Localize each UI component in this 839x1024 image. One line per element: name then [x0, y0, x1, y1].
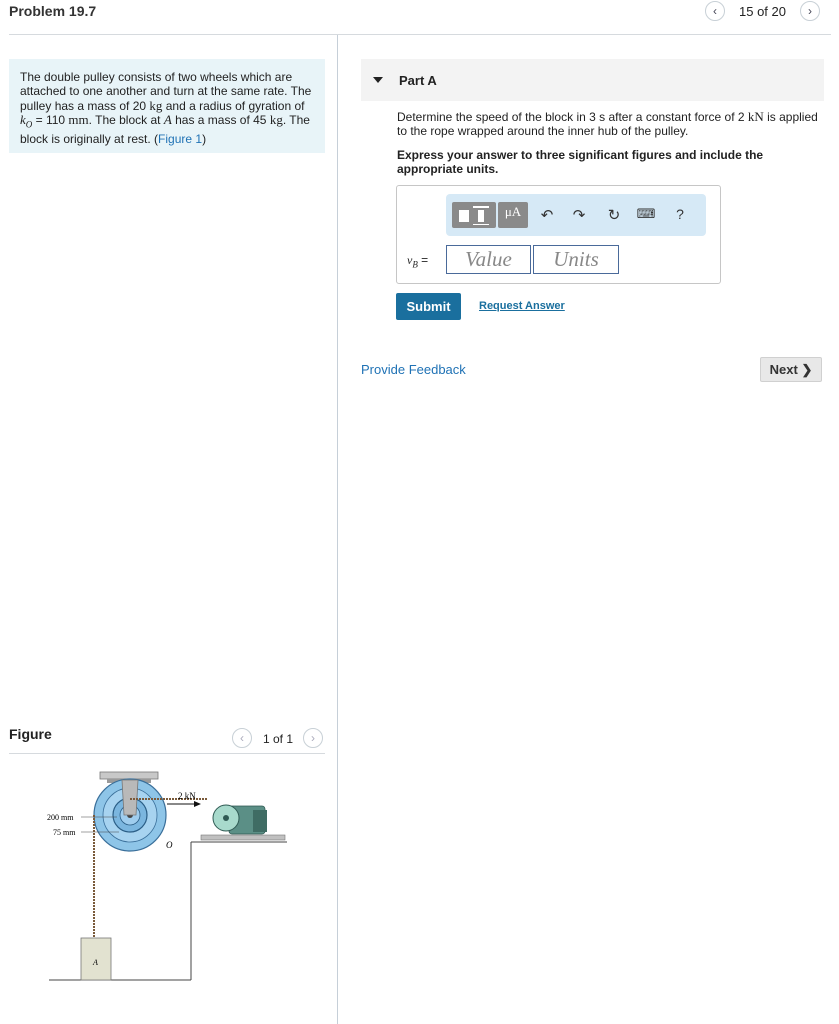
problem-title: Problem 19.7 — [9, 3, 97, 19]
outer-dimension-label: 200 mm — [47, 813, 74, 822]
motor-axle — [223, 815, 229, 821]
fraction-template-icon — [452, 202, 496, 228]
chevron-right-icon: › — [311, 731, 315, 745]
figure-divider — [9, 753, 325, 754]
undo-icon[interactable]: ↶ — [540, 207, 554, 224]
next-button[interactable]: Next ❯ — [760, 357, 822, 382]
prev-figure-button[interactable] — [232, 728, 252, 748]
templates-button[interactable] — [452, 202, 496, 228]
motor-base — [201, 835, 285, 840]
problem-counter: 15 of 20 — [739, 4, 786, 19]
problem-statement: The double pulley consists of two wheels which are attached to one another and turn at the same rate. The pulley has a mass of 20 kg and a radius of gyration of $k_O = 110$ mm. The block at A has a mass of 45 kg. The block is originally at rest. (Figure 1) — [9, 59, 325, 153]
units-input[interactable]: Units — [533, 245, 619, 274]
reset-icon[interactable]: ↻ — [607, 207, 621, 224]
pulley-figure — [9, 760, 329, 1000]
part-label: Part A — [399, 73, 437, 88]
question-text: Determine the speed of the block in 3 s after a constant force of 2 kN is applied to the rope wrapped around the inner hub of the pulley. — [397, 109, 818, 138]
center-label: O — [166, 840, 173, 850]
submit-button[interactable]: Submit — [396, 293, 461, 320]
ceiling-plate — [100, 772, 158, 779]
inner-dimension-label: 75 mm — [53, 828, 76, 837]
request-answer-link[interactable]: Request Answer — [479, 300, 565, 312]
instruction-text: Express your answer to three significant figures and include the appropriate units. — [397, 148, 764, 176]
collapse-triangle-icon[interactable] — [373, 77, 383, 83]
provide-feedback-link[interactable]: Provide Feedback — [361, 362, 466, 377]
chevron-left-icon: ‹ — [240, 731, 244, 745]
header-divider — [9, 34, 831, 35]
units-button[interactable]: μA — [498, 202, 528, 228]
math-toolbar — [446, 194, 706, 236]
chevron-right-icon: ❯ — [801, 362, 813, 377]
support-bracket — [122, 780, 138, 815]
redo-icon[interactable]: ↷ — [572, 207, 586, 224]
next-figure-button[interactable] — [303, 728, 323, 748]
chevron-right-icon: › — [808, 4, 812, 18]
force-label: 2 kN — [178, 791, 196, 801]
value-input[interactable]: Value — [446, 245, 531, 274]
next-problem-button[interactable] — [800, 1, 820, 21]
motor-fins — [253, 810, 267, 832]
keyboard-icon[interactable]: ⌨ — [636, 206, 656, 221]
chevron-left-icon: ‹ — [713, 4, 717, 18]
answer-variable-label: $v_B$ = — [407, 253, 429, 270]
help-icon[interactable]: ? — [676, 206, 684, 222]
prev-problem-button[interactable] — [705, 1, 725, 21]
figure-counter: 1 of 1 — [263, 732, 294, 746]
figure-link[interactable]: Figure 1 — [158, 131, 203, 146]
block-label: A — [93, 958, 98, 967]
force-arrowhead — [194, 801, 201, 807]
column-divider — [337, 35, 338, 1024]
figure-title: Figure — [9, 726, 52, 742]
